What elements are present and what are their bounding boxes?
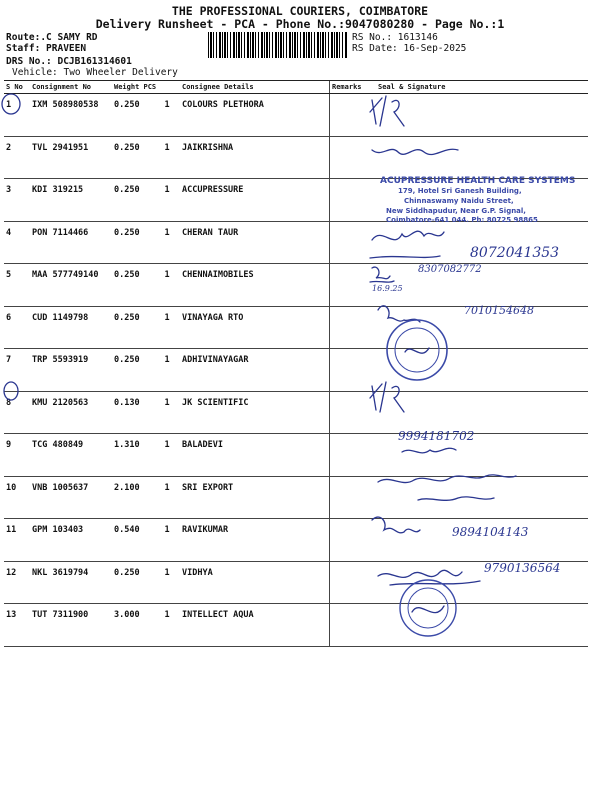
remarks-cell (330, 476, 377, 519)
table-row (4, 391, 588, 434)
seal-signature-cell (376, 561, 588, 604)
table-row (4, 221, 588, 264)
sno-cell: 11 (4, 519, 30, 562)
seal-signature-cell (376, 221, 588, 264)
seal-signature-cell (376, 94, 588, 137)
phone-row9: 9994181702 (398, 429, 475, 443)
col-weight-pcs: Weight PCS (112, 81, 180, 94)
consignment-cell: TVL 2941951 (30, 136, 112, 179)
col-seal-signature: Seal & Signature (376, 81, 588, 94)
seal-signature-cell (376, 476, 588, 519)
pcs-cell: 1 (154, 136, 180, 179)
pcs-cell: 1 (154, 476, 180, 519)
weight-cell: 0.250 (112, 561, 154, 604)
seal-signature-cell (376, 434, 588, 477)
stamp-line4: New Siddhapudur, Near G.P. Signal, (386, 207, 526, 215)
pcs-cell: 1 (154, 561, 180, 604)
sno-cell: 2 (4, 136, 30, 179)
consignee-cell: CHENNAIMOBILES (180, 264, 330, 307)
consignee-cell: VINAYAGA RTO (180, 306, 330, 349)
stamp-line3: Chinnaswamy Naidu Street, (404, 197, 514, 205)
consignment-cell: VNB 1005637 (30, 476, 112, 519)
weight-cell: 0.540 (112, 519, 154, 562)
weight-cell: 0.250 (112, 306, 154, 349)
consignment-cell: PON 7114466 (30, 221, 112, 264)
table-row (4, 306, 588, 349)
pcs-cell: 1 (154, 179, 180, 222)
seal-signature-cell (376, 136, 588, 179)
consignment-cell: TRP 5593919 (30, 349, 112, 392)
sno-cell: 10 (4, 476, 30, 519)
seal-signature-cell (376, 179, 588, 222)
consignment-cell: KMU 2120563 (30, 391, 112, 434)
weight-cell: 3.000 (112, 604, 154, 647)
remarks-cell (330, 94, 377, 137)
remarks-cell (330, 434, 377, 477)
consignee-cell: VIDHYA (180, 561, 330, 604)
consignment-cell: TUT 7311900 (30, 604, 112, 647)
weight-cell: 0.130 (112, 391, 154, 434)
seal-signature-cell (376, 604, 588, 647)
consignment-cell: CUD 1149798 (30, 306, 112, 349)
sno-cell: 7 (4, 349, 30, 392)
staff-label: Staff: PRAVEEN (6, 43, 87, 54)
pcs-cell: 1 (154, 264, 180, 307)
consignee-cell: RAVIKUMAR (180, 519, 330, 562)
consignment-cell: TCG 480849 (30, 434, 112, 477)
runsheet-subtitle: Delivery Runsheet - PCA - Phone No.:9047080280 - Page No.:1 (95, 17, 505, 31)
remarks-cell (330, 391, 377, 434)
consignment-cell: NKL 3619794 (30, 561, 112, 604)
consignment-cell: MAA 577749140 (30, 264, 112, 307)
weight-cell: 0.250 (112, 136, 154, 179)
table-header-row (4, 81, 588, 94)
consignment-cell: KDI 319215 (30, 179, 112, 222)
remarks-cell (330, 179, 377, 222)
weight-cell: 0.250 (112, 221, 154, 264)
consignee-cell: JAIKRISHNA (180, 136, 330, 179)
runsheet-table (4, 80, 588, 647)
sno-cell: 3 (4, 179, 30, 222)
seal-signature-cell (376, 391, 588, 434)
remarks-cell (330, 264, 377, 307)
weight-cell: 0.250 (112, 264, 154, 307)
table-row (4, 136, 588, 179)
consignee-cell: SRI EXPORT (180, 476, 330, 519)
rs-date: RS Date: 16-Sep-2025 (352, 43, 467, 54)
weight-cell: 0.250 (112, 349, 154, 392)
phone-row6: 7010154648 (464, 304, 534, 317)
pcs-cell: 1 (154, 434, 180, 477)
consignee-cell: COLOURS PLETHORA (180, 94, 330, 137)
col-sno: S No (4, 81, 30, 94)
sno-cell: 4 (4, 221, 30, 264)
remarks-cell (330, 136, 377, 179)
col-consignment: Consignment No (30, 81, 112, 94)
sno-cell: 5 (4, 264, 30, 307)
seal-signature-cell (376, 349, 588, 392)
consignee-cell: ACCUPRESSURE (180, 179, 330, 222)
remarks-cell (330, 561, 377, 604)
table-row (4, 264, 588, 307)
seal-signature-cell (376, 519, 588, 562)
weight-cell: 1.310 (112, 434, 154, 477)
remarks-cell (330, 306, 377, 349)
weight-cell: 0.250 (112, 179, 154, 222)
weight-cell: 0.250 (112, 94, 154, 137)
phone-row12: 9790136564 (484, 561, 561, 575)
sno-cell: 8 (4, 391, 30, 434)
table-row (4, 604, 588, 647)
sno-cell: 6 (4, 306, 30, 349)
table-row (4, 476, 588, 519)
col-remarks: Remarks (330, 81, 377, 94)
col-consignee: Consignee Details (180, 81, 330, 94)
stamp-line5: Coimbatore-641 044. Ph: 80725 98865 (386, 216, 538, 224)
remarks-cell (330, 519, 377, 562)
company-title: THE PROFESSIONAL COURIERS, COIMBATORE (171, 4, 429, 18)
seal-signature-cell (376, 264, 588, 307)
phone-row11: 9894104143 (452, 525, 529, 539)
pcs-cell: 1 (154, 519, 180, 562)
table-row (4, 94, 588, 137)
table-row (4, 519, 588, 562)
stamp-line2: 179, Hotel Sri Ganesh Building, (398, 187, 522, 195)
stamp-line1: ACUPRESSURE HEALTH CARE SYSTEMS (380, 176, 576, 186)
sno-cell: 13 (4, 604, 30, 647)
sno-cell: 9 (4, 434, 30, 477)
consignee-cell: INTELLECT AQUA (180, 604, 330, 647)
remarks-cell (330, 604, 377, 647)
sno-cell: 1 (4, 94, 30, 137)
table-row (4, 179, 588, 222)
drs-number: DRS No.: DCJB161314601 (6, 56, 132, 67)
consignee-cell: CHERAN TAUR (180, 221, 330, 264)
remarks-cell (330, 221, 377, 264)
rs-number: RS No.: 1613146 (352, 32, 438, 43)
phone-row5: 8307082772 (418, 264, 482, 275)
pcs-cell: 1 (154, 94, 180, 137)
table-row (4, 349, 588, 392)
vehicle-label: Vehicle: Two Wheeler Delivery (12, 67, 178, 78)
consignment-cell: IXM 508980538 (30, 94, 112, 137)
consignee-cell: JK SCIENTIFIC (180, 391, 330, 434)
remarks-cell (330, 349, 377, 392)
pcs-cell: 1 (154, 306, 180, 349)
date-row5: 16.9.25 (372, 284, 403, 293)
pcs-cell: 1 (154, 349, 180, 392)
barcode-image (208, 32, 348, 58)
weight-cell: 2.100 (112, 476, 154, 519)
sno-cell: 12 (4, 561, 30, 604)
pcs-cell: 1 (154, 391, 180, 434)
table-row (4, 561, 588, 604)
pcs-cell: 1 (154, 604, 180, 647)
seal-signature-cell (376, 306, 588, 349)
pcs-cell: 1 (154, 221, 180, 264)
consignment-cell: GPM 103403 (30, 519, 112, 562)
consignee-cell: BALADEVI (180, 434, 330, 477)
table-row (4, 434, 588, 477)
phone-row4: 8072041353 (470, 245, 560, 261)
route-label: Route:.C SAMY RD (6, 32, 98, 43)
consignee-cell: ADHIVINAYAGAR (180, 349, 330, 392)
